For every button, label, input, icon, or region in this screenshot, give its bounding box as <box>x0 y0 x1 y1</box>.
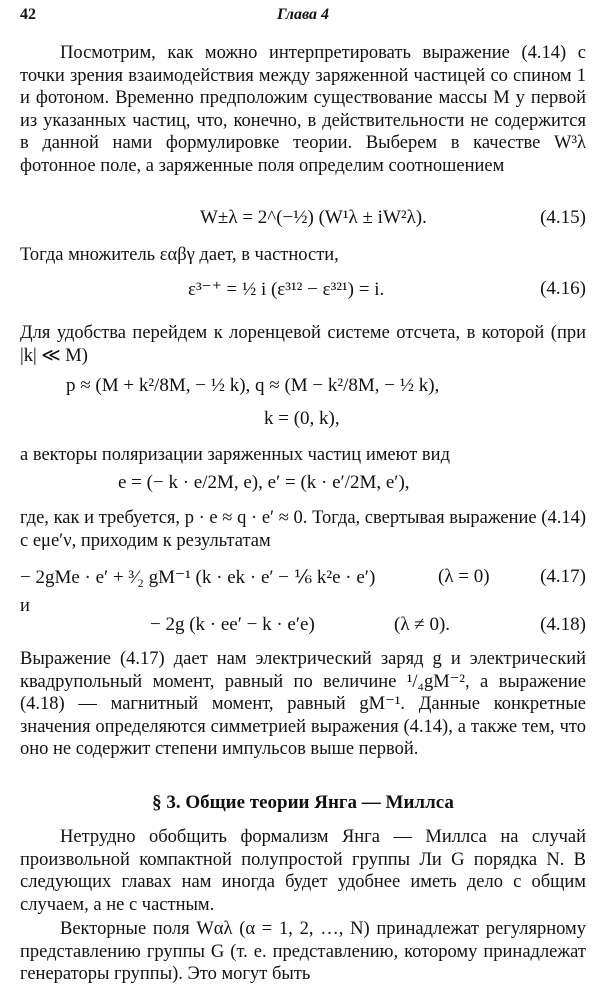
equation-expression: − 2g (k · ee′ − k · e′e) <box>150 614 315 635</box>
equation-expression: p ≈ (M + k²/8M, − ½ k), q ≈ (M − k²/8M, − ½ k), <box>66 375 440 396</box>
equation-expression: − 2gMe · e′ + ³⁄₂ gM⁻¹ (k · ek · e′ − ⅙ k²e · e′) <box>20 567 376 588</box>
paragraph-1: Посмотрим, как можно интерпретировать выражение (4.14) с точки зрения взаимодействия между заряженной частицей со спином 1 и фотоном. Временно предположим существование массы M у первой из указанных частиц, что, конечно, в действительности не содержится в данной нами формулировке теории. Выберем в качестве W³λ фотонное поле, а заряженные поля определим соотношением <box>20 43 586 176</box>
equation-4-18 <box>20 614 586 644</box>
equation-4-16 <box>20 278 586 308</box>
running-head <box>20 6 586 30</box>
equation-expression: ε³⁻⁺ = ½ i (ε³¹² − ε³²¹) = i. <box>188 279 385 300</box>
equation-expression: e = (− k · e/2M, e), e′ = (k · e′/2M, e′), <box>118 472 410 493</box>
equation-number: (4.15) <box>540 207 586 228</box>
conjunction: и <box>20 596 30 616</box>
chapter-title: Глава 4 <box>276 6 330 23</box>
equation-condition: (λ ≠ 0). <box>394 614 451 635</box>
equation-momenta <box>20 375 586 405</box>
paragraph-7: Нетрудно обобщить формализм Янга — Миллса на случай произвольной компактной полупростой группы Ли G порядка N. В следующих главах нам иногда будет удобнее иметь дело с общим случаем, а не с частным. <box>20 827 586 915</box>
equation-condition: (λ = 0) <box>438 566 490 587</box>
equation-expression: W±λ = 2^(−½) (W¹λ ± iW²λ). <box>200 207 427 228</box>
equation-number: (4.16) <box>540 278 586 299</box>
paragraph-5: где, как и требуется, p · e ≈ q · e′ ≈ 0. Тогда, свертывая выражение (4.14) с eμe′ν, приходим к результатам <box>20 508 586 551</box>
paragraph-6: Выражение (4.17) дает нам электрический заряд g и электрический квадрупольный момент, равный по величине ¹/₄gM⁻², а выражение (4.18) — магнитный момент, равный gM⁻¹. Данные конкретные значения определяются симметрией выражения (4.14), а также тем, что оно не содержит степени импульсов выше первой. <box>20 649 586 759</box>
paragraph-4: а векторы поляризации заряженных частиц имеют вид <box>20 445 450 465</box>
paragraph-8: Векторные поля Wαλ (α = 1, 2, …, N) принадлежат регулярному представлению группы G (т. е. представлению, которому принадлежат генераторы группы). Это могут быть <box>20 919 586 984</box>
section-heading: § 3. Общие теории Янга — Миллса <box>152 792 454 813</box>
equation-expression: k = (0, k), <box>264 408 340 429</box>
equation-number: (4.18) <box>540 614 586 635</box>
equation-4-15 <box>20 207 586 237</box>
equation-k <box>20 408 586 438</box>
book-page <box>20 0 586 983</box>
equation-polarization <box>20 472 586 502</box>
paragraph-3: Для удобства перейдем к лоренцевой системе отсчета, в которой (при |k| ≪ M) <box>20 323 586 366</box>
page-number: 42 <box>20 6 36 23</box>
paragraph-2: Тогда множитель εαβγ дает, в частности, <box>20 245 339 265</box>
equation-number: (4.17) <box>540 566 586 587</box>
equation-4-17 <box>20 566 586 596</box>
